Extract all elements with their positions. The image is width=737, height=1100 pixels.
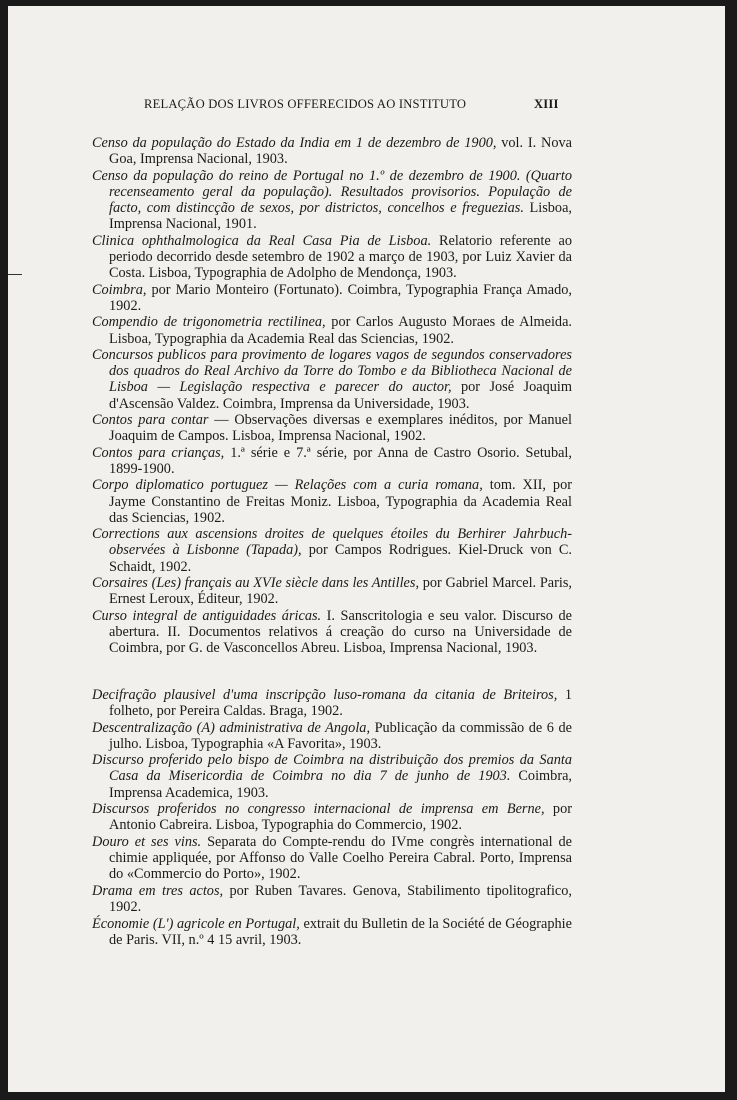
margin-mark <box>8 274 22 275</box>
entry-details: vol. I. Nova Goa, Imprensa Nacional, 1903. <box>109 135 572 168</box>
bibliography-entry <box>92 445 572 478</box>
entry-details: Relatorio referente ao periodo decorrido desde setembro de 1902 a março de 1903, por Luiz Xavier da Costa. Lisboa, Typographia de Adolpho de Mendonça, 1903. <box>109 232 572 282</box>
bibliography-entry <box>92 720 572 753</box>
page-number: XIII <box>534 97 559 111</box>
entry-title: Corpo diplomatico portuguez — Relações com a curia romana, <box>92 477 483 494</box>
bibliography-entry <box>92 282 572 315</box>
bibliography-entry <box>92 575 572 608</box>
entry-details: I. Sanscritologia e seu valor. Discurso de abertura. II. Documentos relativos á creação do curso na Universidade de Coimbra, por G. de Vasconcellos Abreu. Lisboa, Imprensa Nacional, 1903. <box>109 607 572 657</box>
entry-details: — Observações diversas e exemplares inéditos, por Manuel Joaquim de Campos. Lisboa, Imprensa Nacional, 1902. <box>109 412 572 445</box>
entry-details: Publicação da commissão de 6 de julho. Lisboa, Typographia «A Favorita», 1903. <box>109 719 572 752</box>
entry-title: Curso integral de antiguidades áricas. <box>92 607 322 624</box>
entry-title: Corrections aux ascensions droites de quelques étoiles du Berhirer Jahrbuch-observées à Lisbonne (Tapada), <box>92 526 572 559</box>
running-title: RELAÇÃO DOS LIVROS OFFERECIDOS AO INSTITUTO <box>144 97 467 111</box>
entry-title: Descentralização (A) administrativa de Angola, <box>92 719 371 736</box>
bibliography-entry <box>92 233 572 282</box>
entries-group-c <box>92 135 572 657</box>
bibliography-entry <box>92 801 572 834</box>
entry-title: Douro et ses vins. <box>92 833 202 850</box>
entry-title: Discurso proferido pelo bispo de Coimbra na distribuição dos premios da Santa Casa da Misericordia de Coimbra no dia 7 de junho de 1903. <box>92 752 572 785</box>
bibliography-entry <box>92 834 572 883</box>
entry-title: Économie (L') agricole en Portugal, <box>92 916 300 932</box>
entry-details: por Gabriel Marcel. Paris, Ernest Leroux, Éditeur, 1902. <box>109 575 573 608</box>
document-page <box>8 6 725 1092</box>
bibliography-entry <box>92 752 572 801</box>
entries-group-d <box>92 687 572 915</box>
entry-details: por Mario Monteiro (Fortunato). Coimbra, Typographia França Amado, 1902. <box>109 281 572 314</box>
entry-details: por José Joaquim d'Ascensão Valdez. Coimbra, Imprensa da Universidade, 1903. <box>109 379 572 412</box>
entry-details: 1 folheto, por Pereira Caldas. Braga, 1902. <box>109 687 572 720</box>
entry-title: Censo da população do Estado da India em 1 de dezembro de 1900, <box>92 135 497 151</box>
entry-details: 1.ª série e 7.ª série, por Anna de Castro Osorio. Setubal, 1899-1900. <box>109 444 572 477</box>
entry-title: Corsaires (Les) français au XVIe siècle dans les Antilles, <box>92 575 420 592</box>
bibliography-entry <box>92 687 572 720</box>
entry-details: Lisboa, Imprensa Nacional, 1901. <box>109 200 572 233</box>
entry-title: Decifração plausivel d'uma inscripção luso-romana da citania de Briteiros, <box>92 687 558 703</box>
bibliography-entry <box>92 477 572 526</box>
bibliography-entry <box>92 883 572 916</box>
bibliography-entry <box>92 314 572 347</box>
bibliography-entry <box>92 916 572 949</box>
entry-title: Discursos proferidos no congresso internacional de imprensa em Berne, <box>92 801 545 818</box>
bibliography-entry <box>92 135 572 168</box>
entry-details: por Antonio Cabreira. Lisboa, Typographia do Commercio, 1902. <box>109 801 572 834</box>
bibliography-entry <box>92 168 572 233</box>
bibliography-entry <box>92 526 572 575</box>
entry-details: tom. XII, por Jayme Constantino de Freitas Moniz. Lisboa, Typographia da Academia Real das Sciencias, 1902. <box>109 477 572 526</box>
entry-title: Contos para contar <box>92 412 209 429</box>
entry-title: Censo da população do reino de Portugal no 1.º de dezembro de 1900. (Quarto recenseamento geral da população). Resultados provisorios. População de facto, com distincção de sexos, por districtos, concelhos e freguezias. <box>92 167 572 217</box>
entry-details: por Carlos Augusto Moraes de Almeida. Lisboa, Typographia da Academia Real das Sciencias, 1902. <box>109 314 572 347</box>
bibliography-entry <box>92 347 572 412</box>
entry-details: Coimbra, Imprensa Academica, 1903. <box>109 768 572 801</box>
bibliography-entry <box>92 608 572 657</box>
entry-title: Concursos publicos para provimento de logares vagos de segundos conservadores dos quadros do Real Archivo da Torre do Tombo e da Bibliotheca Nacional de Lisboa — Legislação respectiva e parecer do auctor, <box>92 346 572 396</box>
entry-details: extrait du Bulletin de la Société de Géographie de Paris. VII, n.º 4 15 avril, 1903. <box>109 916 572 949</box>
entry-details: Separata do Compte-rendu do IVme congrès international de chimie appliquée, por Affonso do Valle Coelho Pereira Cabral. Porto, Imprensa do «Commercio do Porto», 1902. <box>109 833 573 883</box>
entry-details: por Campos Rodrigues. Kiel-Druck von C. Schaidt, 1902. <box>109 542 572 575</box>
bibliography-entry <box>92 412 572 445</box>
entry-details: por Ruben Tavares. Genova, Stabilimento tipolitografico, 1902. <box>109 882 572 915</box>
entry-title: Contos para crianças, <box>92 444 225 461</box>
entry-title: Drama em tres actos, <box>92 882 224 899</box>
entries-group-e <box>92 916 572 949</box>
entry-title: Coimbra, <box>92 281 147 298</box>
entry-title: Compendio de trigonometria rectilinea, <box>92 314 326 331</box>
entry-title: Clinica ophthalmologica da Real Casa Pia de Lisboa. <box>92 232 432 249</box>
